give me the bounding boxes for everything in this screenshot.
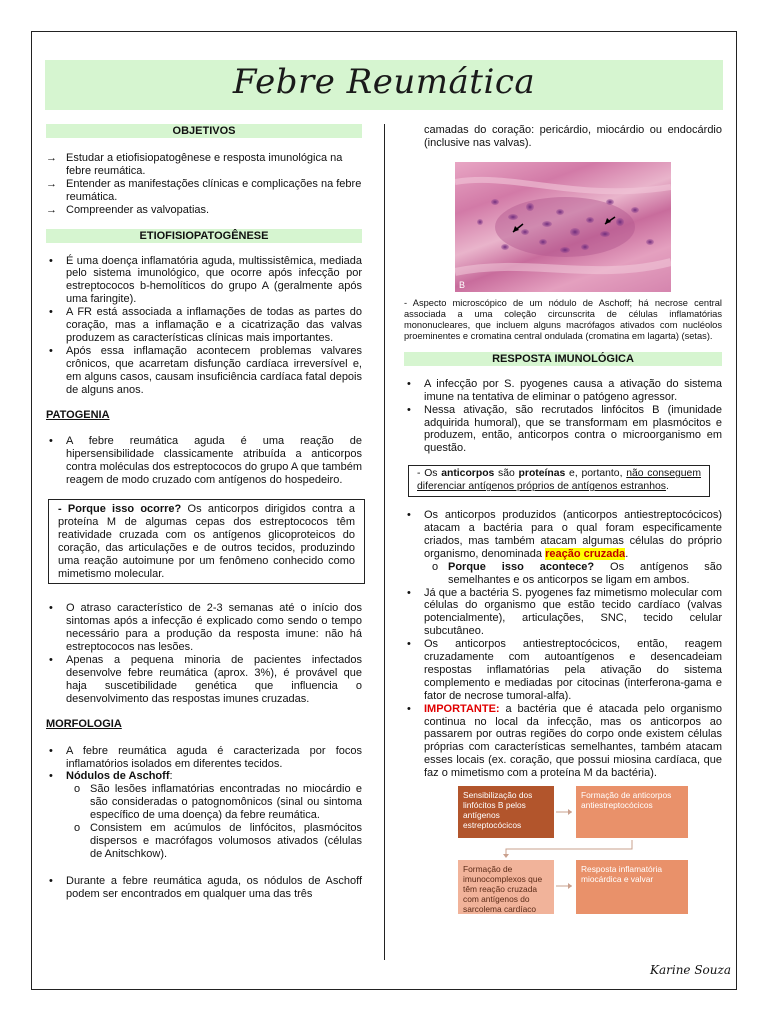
why-text: Os antígenos são semelhantes e os anticorpos se ligam em ambos. [448,560,722,586]
list-item [424,509,722,586]
column-divider [384,124,385,960]
note-text: . [665,481,669,493]
list-item: • Já que a bactéria S. pyogenes faz mimetismo molecular com células do organismo que estão tecido cardíaco (valvas potencialmente), articulações, SNC, tecido celular subcutâneo. [424,587,722,639]
resposta-list-2 [404,509,722,780]
why-lead: Porque isso acontece? [448,560,595,573]
section-heading-objetivos: OBJETIVOS [46,124,362,138]
cross-end: . [625,547,629,560]
aschoff-micrograph [455,162,671,292]
figure-letter: B [459,279,466,290]
flow-box-imunocomplexos: Formação de imunocomplexos que têm reação cruzada com antígenos do sarcolema cardíaco [458,860,554,914]
micrograph-caption: - Aspecto microscópico de um nódulo de Aschoff; há necrose central associada a uma coleção circunscrita de células inflamatórias mononucleares, que incluem alguns macrófagos ativados com nucléolos proeminentes e cromatina central ondulada (cromatina em lagarta) (setas). [404,297,722,341]
page-title: Febre Reumática [232,62,536,102]
objetivos-list [46,152,362,217]
aschoff-colon: : [169,770,173,783]
sub-item: o São lesões inflamatórias encontradas no miocárdio e são consideradas o patognomônicos (sinal ou sintoma específico de uma doença) da febre reumática. [90,783,362,822]
section-heading-morfologia: MORFOLOGIA [46,717,122,730]
cross-text: Os anticorpos produzidos (anticorpos antiestreptocócicos) atacam a bactéria para o qual foram especificamente criados, mas também atacam algumas células do próprio organismo, denominada [424,509,722,560]
important-text: a bactéria que é atacada pelo organismo continua no local da infecção, mas os anticorpos ao passarem por outras regiões do corpo onde existem células próprias com características semelhantes, também atacam esses locais (ex. coração, que possui miosina cardíaca, que faz o mimetismo com a proteína M da bactéria). [424,702,722,780]
list-item: • Os anticorpos antiestreptocócicos, então, reagem cruzadamente com autoantígenos e desencadeiam respostas inflamatórias pela ativação do sistema complemento e mediadas por citocinas (interferona-gama e fator de necrose tumoral-alfa). [424,638,722,703]
list-item: • É uma doença inflamatória aguda, multissistêmica, mediada pelo sistema imunológico, que ocorre após infecção por estreptococos b-hemolíticos do grupo A (geralmente após uma faringite). [66,255,362,307]
list-item: → Estudar a etiofisiopatogênese e resposta imunológica na febre reumática. [66,152,362,178]
sub-item: o Consistem em acúmulos de linfócitos, plasmócitos dispersos e macrófagos volumosos ativados (células de Anitschkow). [90,822,362,861]
right-column [404,124,722,916]
list-item: • A FR está associada a inflamações de todas as partes do coração, mas a inflamação e a cicatrização das valvas produzem as características clínicas mais importantes. [66,306,362,345]
title-banner [45,60,723,110]
aschoff-label: Nódulos de Aschoff [66,770,170,783]
highlight-reacao-cruzada: reação cruzada [545,547,626,560]
flowchart [458,786,688,916]
left-column [46,124,362,901]
flow-box-sensibilizacao: Sensibilização dos linfócitos B pelos antígenos estreptocócicos [458,786,554,838]
author-signature: Karine Souza [650,963,731,977]
list-item: • A febre reumática aguda é caracterizada por focos inflamatórios isolados em diferentes tecidos. [66,745,362,771]
list-item: • A infecção por S. pyogenes causa a ativação do sistema imune na tentativa de eliminar o patógeno agressor. [424,378,722,404]
list-item: • Nessa ativação, são recrutados linfócitos B (imunidade adquirida humoral), que se transformam em plasmócitos e produzem, então, anticorpos contra o microorganismo em questão. [424,404,722,456]
aschoff-sublist [66,783,362,860]
list-item: • Durante a febre reumática aguda, os nódulos de Aschoff podem ser encontrados em qualquer uma das três [66,875,362,901]
continued-text: camadas do coração: pericárdio, miocárdio ou endocárdio (inclusive nas valvas). [424,124,722,149]
section-heading-patogenia: PATOGENIA [46,408,110,421]
note-lead: - Porque isso ocorre? [58,503,182,516]
micrograph-image [455,162,671,292]
note-text: e, portanto, [565,468,627,480]
resposta-list [404,378,722,455]
list-item: • Após essa inflamação acontecem problemas valvares crônicos, que acarretam disfunção cardíaca irreversível e, em alguns casos, causam insuficiência cardíaca fatal depois de alguns anos. [66,345,362,397]
note-text: Os anticorpos dirigidos contra a proteína M de algumas cepas dos estreptococos têm reatividade cruzada com os antígenos glicoproteicos do coração, das articulações e de outros tecidos, produzindo uma reação autoimune por um fenômeno conhecido como mimetismo molecular. [58,503,355,580]
patogenia-list-2 [46,602,362,705]
note-text: são [494,468,519,480]
section-heading-resposta: RESPOSTA IMUNOLÓGICA [404,352,722,366]
morfologia-list [46,745,362,901]
flow-box-resposta-inflamatoria: Resposta inflamatória miocárdica e valvar [576,860,688,914]
sub-item [448,561,722,587]
list-item: → Entender as manifestações clínicas e complicações na febre reumática. [66,178,362,204]
list-item [66,770,362,860]
list-item: • A febre reumática aguda é uma reação de hipersensibilidade classicamente atribuída a anticorpos contra moléculas dos estreptococos do grupo A que também reagem de modo cruzado com antígenos do hospedeiro. [66,435,362,487]
section-heading-etio: ETIOFISIOPATOGÊNESE [46,229,362,243]
important-label: IMPORTANTE: [424,702,500,715]
anticorpos-note-box [408,465,710,497]
patogenia-list [46,435,362,487]
note-underlined: não conseguem diferenciar antígenos próprios de antígenos estranhos [417,468,701,493]
etio-list [46,255,362,397]
flow-box-formacao-anticorpos: Formação de anticorpos antiestreptocócicos [576,786,688,838]
list-item [424,703,722,780]
why-sublist [424,561,722,587]
list-item: → Compreender as valvopatias. [66,204,362,217]
note-text: - Os [417,468,442,480]
patogenia-note-box [48,499,365,584]
note-bold-anticorpos: anticorpos [441,468,495,480]
list-item: • Apenas a pequena minoria de pacientes infectados desenvolve febre reumática (aprox. 3%), é provável que haja suscetibilidade genética que influencia o desenvolvimento das respostas imunes cruzadas. [66,654,362,706]
note-bold-proteinas: proteínas [518,468,566,480]
list-item: • O atraso característico de 2-3 semanas até o início dos sintomas após a infecção é explicado como sendo o tempo necessário para a produção da resposta imune: não há estreptococos nas lesões. [66,602,362,654]
